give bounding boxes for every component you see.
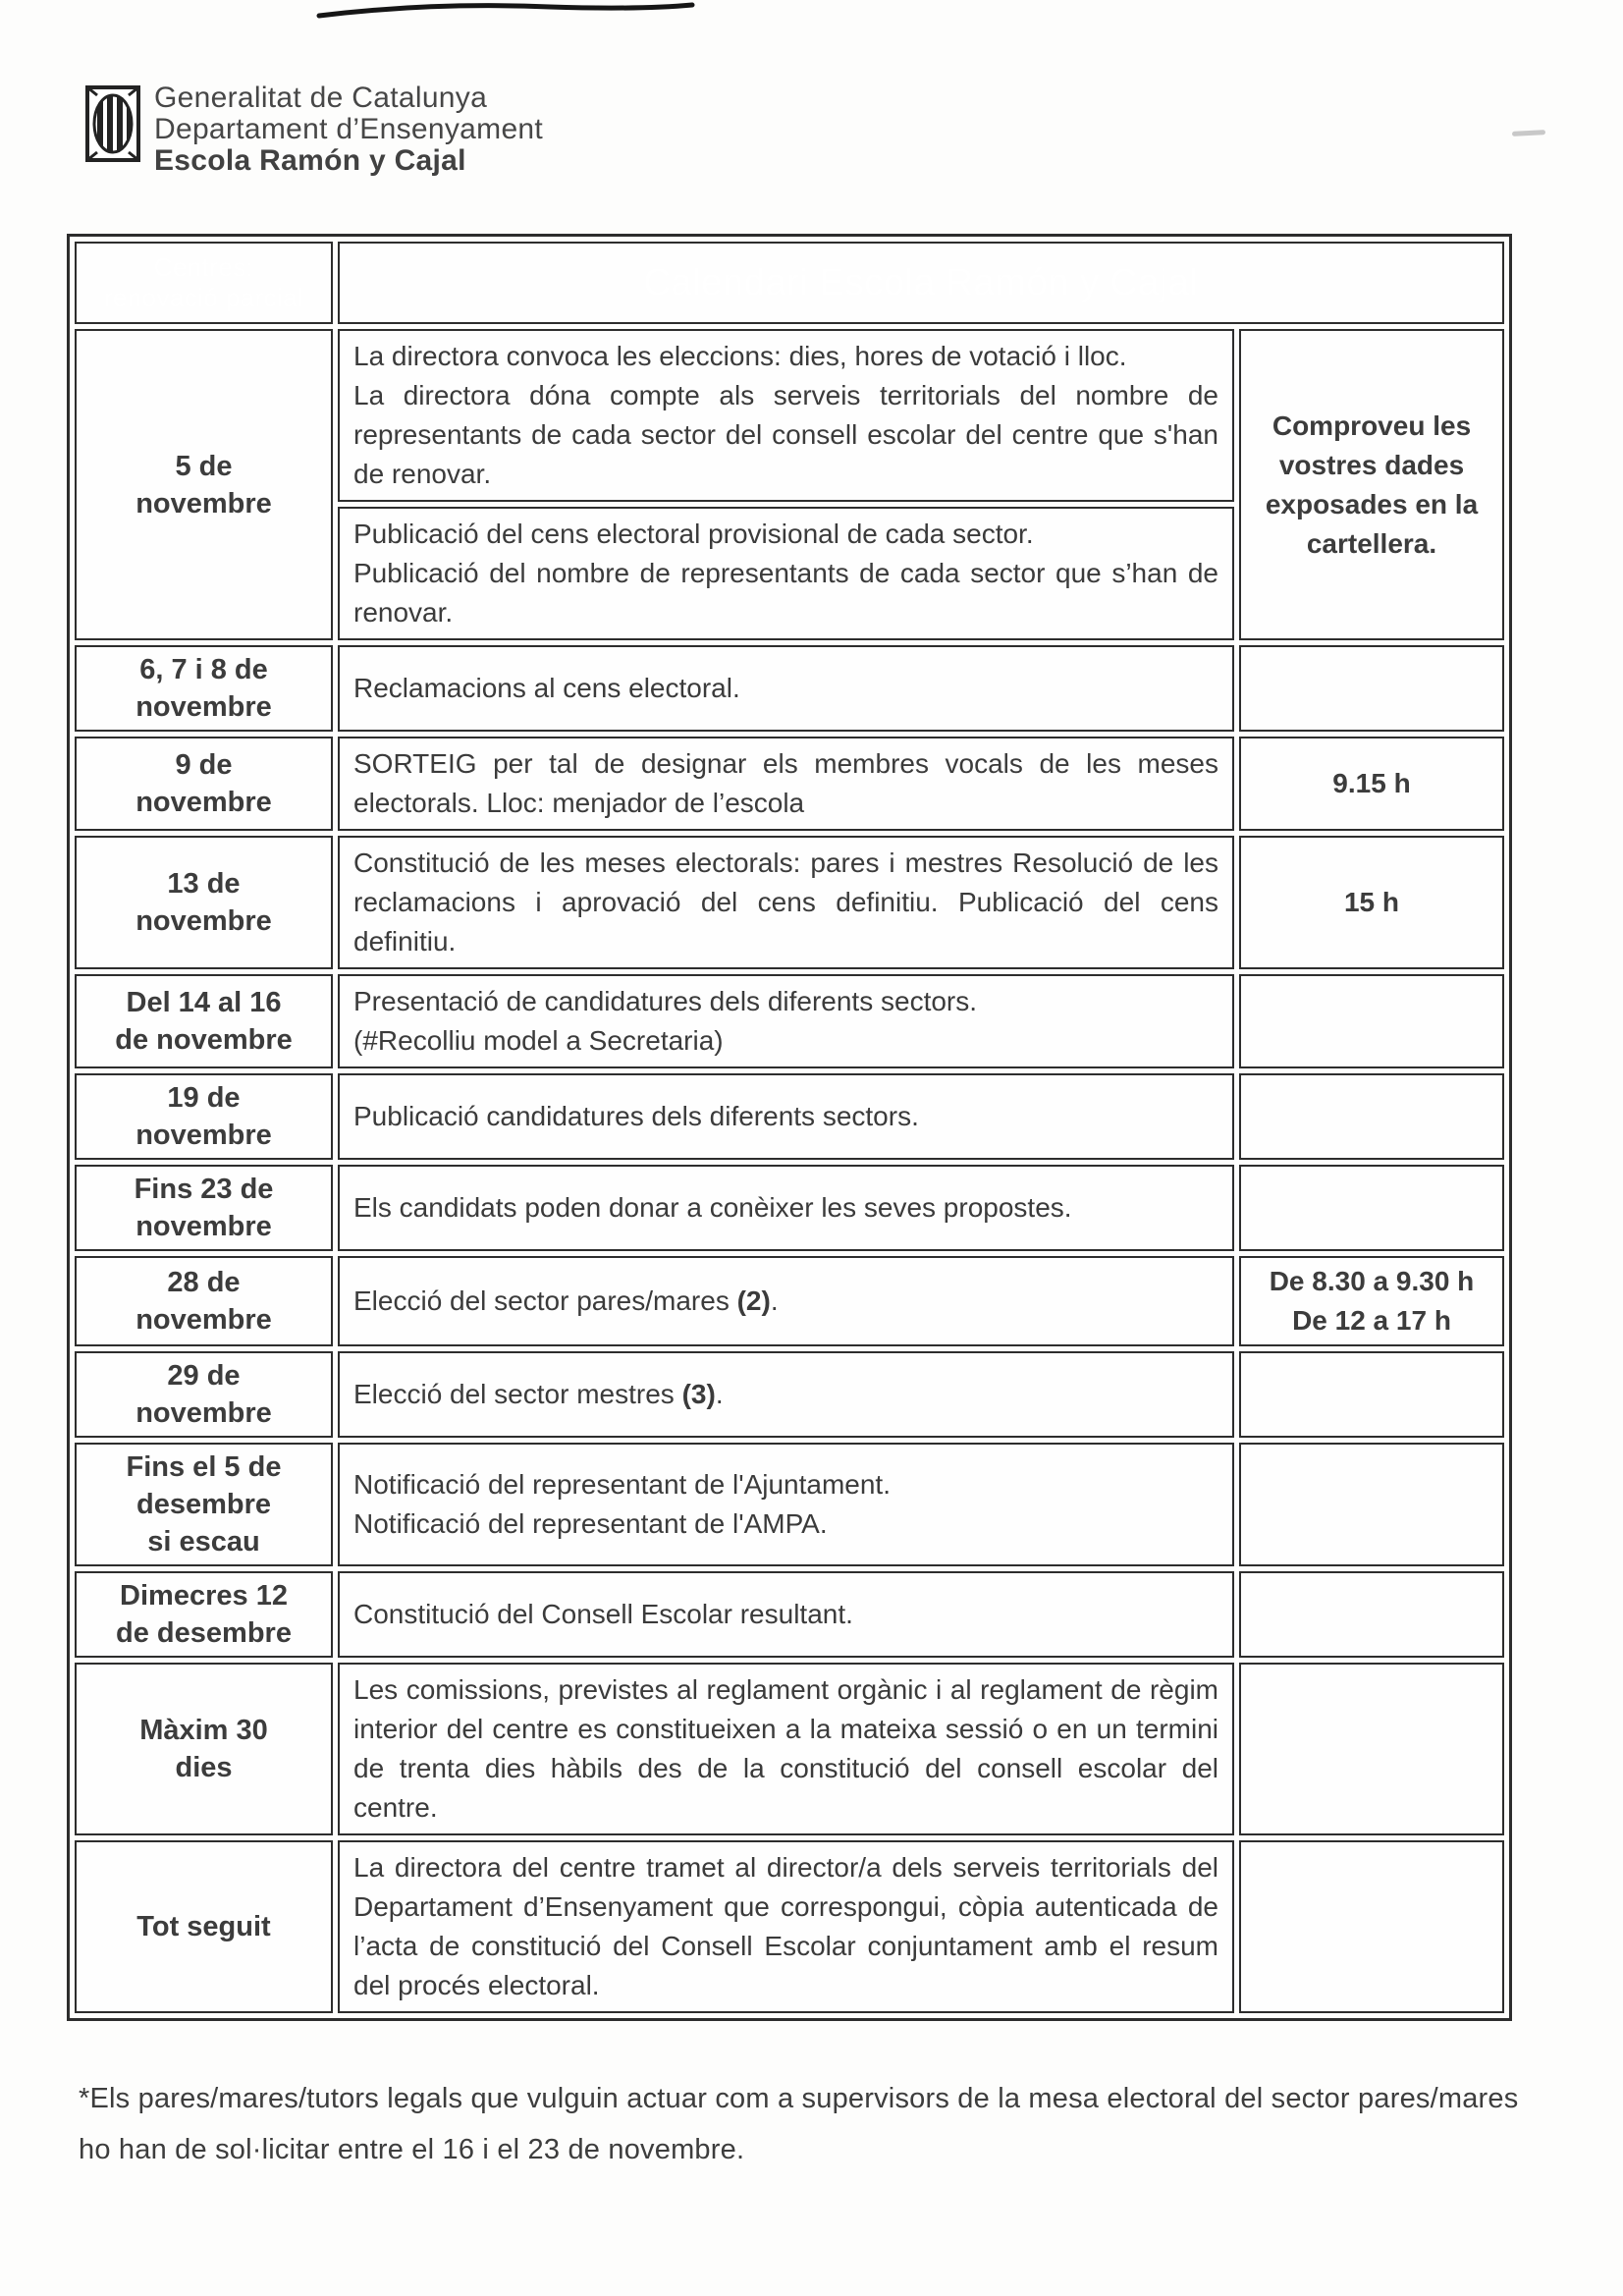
description-cell [338, 329, 1234, 502]
description-paragraph: SORTEIG per tal de designar els membres vocals de les meses electorals. Lloc: menjador de l’escola [353, 748, 1218, 818]
description-cell [338, 737, 1234, 831]
note-cell [1239, 645, 1504, 732]
date-line: 28 de [167, 1267, 241, 1298]
date-line: novembre [135, 905, 272, 937]
date-cell [75, 1840, 333, 2013]
table-title-cell: Calendari Escola Ramón y Cajal [338, 242, 1504, 324]
corner-line-1: Centres: [153, 252, 254, 282]
org-name: Generalitat de Catalunya [154, 82, 488, 114]
table-row [75, 1256, 1504, 1346]
bold-text: (3) [681, 1379, 716, 1409]
description-paragraph: Publicació candidatures dels diferents sectors. [353, 1101, 919, 1131]
description-cell [338, 645, 1234, 732]
description-cell [338, 1351, 1234, 1438]
description-cell [338, 507, 1234, 640]
date-line: dies [175, 1752, 233, 1783]
description-cell [338, 1256, 1234, 1346]
school-name: Escola Ramón y Cajal [154, 144, 466, 177]
date-line: 29 de [167, 1360, 241, 1392]
note-line: Comproveu les vostres dades exposades en la cartellera. [1265, 410, 1479, 559]
date-line: novembre [135, 1120, 272, 1151]
scan-artifact-smudge [1512, 130, 1545, 137]
description-paragraph: Publicació del nombre de representants de cada sector que s’han de renovar. [353, 558, 1218, 628]
letterhead [84, 82, 543, 177]
description-paragraph: Les comissions, previstes al reglament orgànic i al reglament de règim interior del centre es constitueixen a la mateixa sessió o en un termini de trenta dies hàbils des de la constitució del consell escolar del centre. [353, 1674, 1218, 1823]
description-cell [338, 1443, 1234, 1566]
date-line: Dimecres 12 [120, 1580, 288, 1612]
date-line: 13 de [167, 868, 241, 900]
note-cell [1239, 1256, 1504, 1346]
table-row [75, 1073, 1504, 1160]
text: . [770, 1285, 779, 1316]
description-cell [338, 1073, 1234, 1160]
table-row [75, 1840, 1504, 2013]
text: Elecció del sector pares/mares [353, 1285, 737, 1316]
note-line: De 12 a 17 h [1292, 1305, 1451, 1336]
bold-text: (2) [736, 1285, 771, 1316]
note-cell [1239, 1351, 1504, 1438]
note-cell [1239, 974, 1504, 1068]
date-line: novembre [135, 1397, 272, 1429]
date-line: 9 de [175, 749, 233, 781]
date-line: desembre [135, 1489, 271, 1520]
date-line: si escau [147, 1526, 260, 1558]
note-cell [1239, 836, 1504, 969]
description-paragraph: (#Recolliu model a Secretaria) [353, 1025, 724, 1056]
date-cell [75, 1663, 333, 1835]
table-row [75, 1351, 1504, 1438]
note-cell [1239, 1571, 1504, 1658]
description-paragraph: Publicació del cens electoral provisional de cada sector. [353, 519, 1034, 549]
note-line: 15 h [1343, 887, 1400, 917]
date-cell [75, 974, 333, 1068]
description-cell [338, 836, 1234, 969]
note-cell [1239, 329, 1504, 640]
date-cell [75, 1073, 333, 1160]
description-paragraph: Constitució del Consell Escolar resultant. [353, 1599, 853, 1629]
date-cell [75, 737, 333, 831]
text: Elecció del sector mestres [353, 1379, 682, 1409]
date-line: 5 de [175, 450, 233, 482]
date-line: Del 14 al 16 [126, 987, 282, 1018]
corner-header-cell [75, 242, 333, 324]
date-line: Fins 23 de [134, 1174, 274, 1205]
date-line: 6, 7 i 8 de [139, 654, 268, 685]
description-paragraph [353, 1375, 1218, 1414]
date-line: novembre [135, 787, 272, 818]
note-cell [1239, 1663, 1504, 1835]
description-paragraph: La directora dóna compte als serveis territorials del nombre de representants de cada sector del consell escolar del centre que s'han de renovar. [353, 380, 1218, 489]
note-line: De 8.30 a 9.30 h [1269, 1266, 1475, 1296]
date-line: novembre [135, 1211, 272, 1242]
description-paragraph: La directora convoca les eleccions: dies, hores de votació i lloc. [353, 341, 1127, 371]
note-cell [1239, 1840, 1504, 2013]
description-paragraph: Presentació de candidatures dels diferents sectors. [353, 986, 978, 1016]
date-cell [75, 645, 333, 732]
date-cell [75, 836, 333, 969]
description-paragraph: Notificació del representant de l'Ajuntament. [353, 1469, 891, 1500]
description-cell [338, 1165, 1234, 1251]
table-row [75, 1571, 1504, 1658]
date-cell [75, 1165, 333, 1251]
note-cell [1239, 1443, 1504, 1566]
corner-line-2: renovació parcial [103, 283, 304, 312]
table-row [75, 1165, 1504, 1251]
table-row [75, 1443, 1504, 1566]
calendar-table [67, 234, 1512, 2021]
note-cell [1239, 1073, 1504, 1160]
date-cell [75, 329, 333, 640]
description-paragraph: Reclamacions al cens electoral. [353, 673, 740, 703]
table-header-row [75, 242, 1504, 324]
description-paragraph: Els candidats poden donar a conèixer les seves propostes. [353, 1192, 1072, 1223]
date-line: 19 de [167, 1082, 241, 1114]
table-row [75, 974, 1504, 1068]
table-row [75, 329, 1504, 502]
date-line: novembre [135, 1304, 272, 1336]
description-cell [338, 1663, 1234, 1835]
date-line: novembre [135, 487, 272, 519]
scan-artifact-line [0, 0, 1623, 24]
date-line: novembre [135, 691, 272, 723]
date-line: de desembre [116, 1617, 292, 1649]
table-row [75, 836, 1504, 969]
footnote: *Els pares/mares/tutors legals que vulguin actuar com a supervisors de la mesa electoral del sector pares/mares ho han de sol·licitar entre el 16 i el 23 de novembre. [79, 2083, 1519, 2165]
calendar-table-body [75, 242, 1504, 2013]
date-line: de novembre [115, 1024, 293, 1056]
table-row [75, 645, 1504, 732]
date-line: Tot seguit [136, 1911, 271, 1942]
note-cell [1239, 737, 1504, 831]
org-department: Departament d’Ensenyament [154, 113, 544, 145]
table-row [75, 737, 1504, 831]
date-cell [75, 1443, 333, 1566]
table-row [75, 1663, 1504, 1835]
note-cell [1239, 1165, 1504, 1251]
date-cell [75, 1256, 333, 1346]
description-cell [338, 1840, 1234, 2013]
description-paragraph: Constitució de les meses electorals: pares i mestres Resolució de les reclamacions i aprovació del cens definitiu. Publicació del cens definitiu. [353, 847, 1218, 957]
description-paragraph [353, 1282, 1218, 1321]
description-cell [338, 1571, 1234, 1658]
date-line: Fins el 5 de [126, 1451, 282, 1483]
description-paragraph: Notificació del representant de l'AMPA. [353, 1508, 828, 1539]
note-line: 9.15 h [1332, 768, 1411, 798]
generalitat-logo-icon [84, 84, 141, 163]
description-paragraph: La directora del centre tramet al director/a dels serveis territorials del Departament d’Ensenyament que correspongui, còpia autenticada de l’acta de constitució del Consell Escolar conjuntament amb el resum del procés electoral. [353, 1852, 1218, 2000]
date-line: Màxim 30 [139, 1715, 268, 1746]
description-cell [338, 974, 1234, 1068]
text: . [715, 1379, 724, 1409]
date-cell [75, 1351, 333, 1438]
date-cell [75, 1571, 333, 1658]
